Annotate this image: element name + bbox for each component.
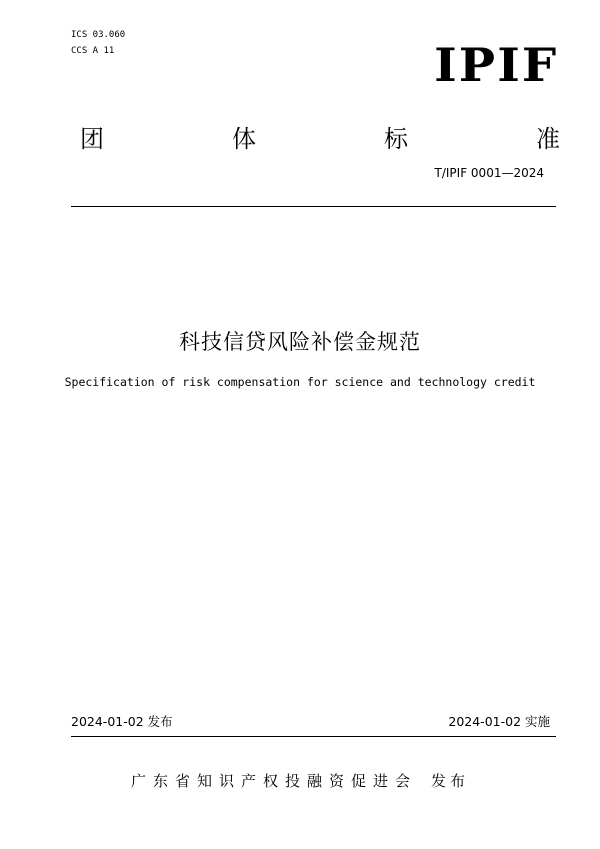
ccs-code: CCS A 11 [71,46,115,56]
standard-type-char: 标 [384,125,408,153]
standard-type-char: 体 [232,125,256,153]
standard-type-char: 团 [80,125,104,153]
document-title-chinese: 科技信贷风险补偿金规范 [179,330,421,354]
ipif-logo: IPIF [433,38,558,92]
standard-type-heading [80,124,560,154]
standard-type-char: 准 [536,125,560,153]
top-divider [71,206,556,207]
ics-code: ICS 03.060 [71,30,126,40]
publisher-action: 发布 [431,772,470,790]
publisher-organization: 广东省知识产权投融资促进会 [130,772,417,790]
publisher-line [0,771,600,791]
bottom-divider [71,736,556,737]
standard-number: T/IPIF 0001—2024 [434,166,544,180]
publish-date: 2024-01-02 发布 [71,714,173,729]
document-title-english: Specification of risk compensation for science and technology credit [64,375,536,389]
implementation-date: 2024-01-02 实施 [448,714,550,729]
